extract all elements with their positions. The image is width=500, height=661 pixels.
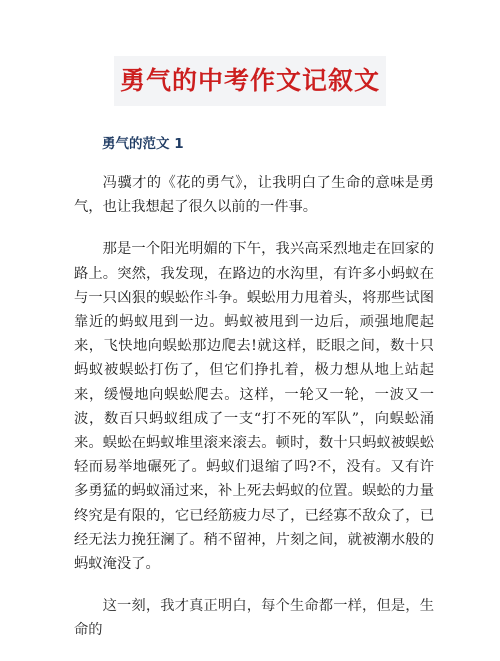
document-title: 勇气的中考作文记叙文	[114, 56, 386, 106]
paragraph-conclusion: 这一刻，我才真正明白，每个生命都一样，但是，生命的	[74, 598, 434, 639]
paragraph-story: 那是一个阳光明媚的下午，我兴高采烈地走在回家的路上。突然，我发现，在路边的水沟里，有许多小蚂蚁在与一只凶狠的蜈蚣作斗争。蜈蚣用力甩着头，将那些试图靠近的蚂蚁甩到一边。蚂蚁被甩到一边后，顽强地爬起来，飞快地向蜈蚣那边爬去!就这样，眨眼之间，数十只蚂蚁被蜈蚣打伤了，但它们挣扎着，极力想从地上站起来，缓慢地向蜈蚣爬去。这样，一轮又一轮，一波又一波，数百只蚂蚁组成了一支“打不死的军队”，向蜈蚣涌来。蜈蚣在蚂蚁堆里滚来滚去。顿时，数十只蚂蚁被蜈蚣轻而易举地碾死了。蚂蚁们退缩了吗?不，没有。又有许多勇猛的蚂蚁涌过来，补上死去蚂蚁的位置。蜈蚣的力量终究是有限的，它已经筋疲力尽了，已经寡不敌众了，已经无法力挽狂澜了。稍不留神，片刻之间，就被潮水般的蚂蚁淹没了。	[74, 241, 434, 573]
document-body	[74, 171, 434, 661]
paragraph-intro: 冯骥才的《花的勇气》，让我明白了生命的意味是勇气，也让我想起了很久以前的一件事。	[74, 175, 434, 216]
section-heading: 勇气的范文 1	[102, 136, 184, 152]
title-container	[0, 56, 500, 106]
